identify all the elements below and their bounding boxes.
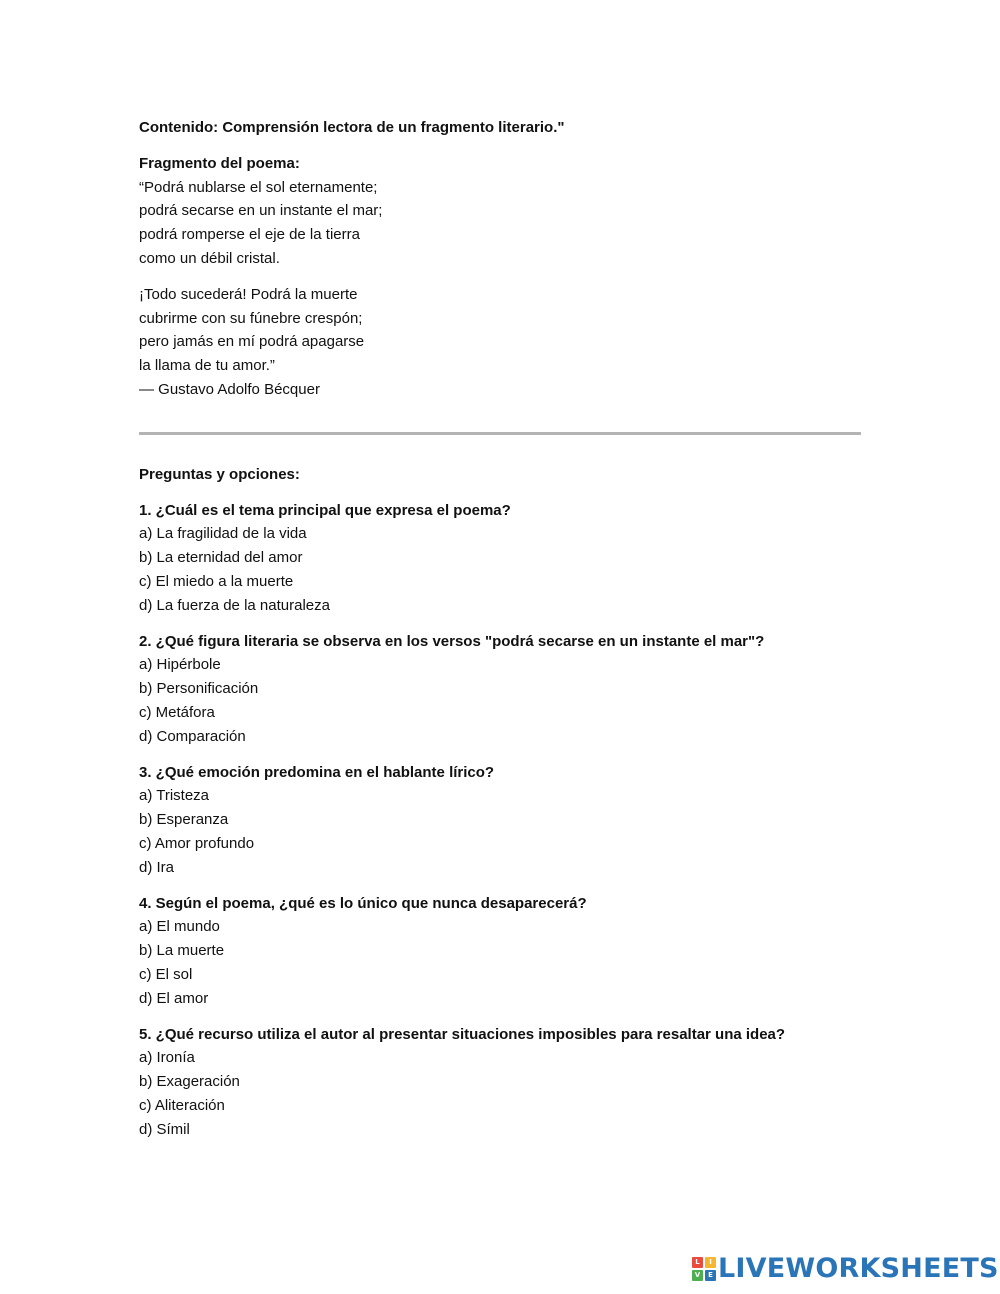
logo-tiles-icon: [692, 1257, 716, 1281]
question-3: [139, 761, 861, 880]
poem-stanza-1: [139, 176, 861, 271]
answer-option[interactable]: c) Amor profundo: [139, 834, 255, 852]
questions-list: [139, 499, 861, 1142]
answer-option[interactable]: b) La muerte: [139, 942, 225, 960]
question-text: 4. Según el poema, ¿qué es lo único que nunca desaparecerá?: [139, 894, 587, 912]
answer-option[interactable]: a) El mundo: [139, 918, 220, 936]
answer-option[interactable]: b) Esperanza: [139, 811, 229, 829]
logo-tile: V: [692, 1270, 703, 1281]
answer-option[interactable]: d) Ira: [139, 858, 175, 876]
questions-heading: Preguntas y opciones:: [139, 465, 300, 483]
question-text: 2. ¿Qué figura literaria se observa en los versos "podrá secarse en un instante el mar"?: [139, 632, 765, 650]
answer-option[interactable]: a) La fragilidad de la vida: [139, 525, 307, 543]
section-divider: [139, 432, 861, 435]
poem-verse: la llama de tu amor.”: [139, 357, 275, 375]
logo-tile: L: [692, 1257, 703, 1268]
answer-option[interactable]: b) Exageración: [139, 1073, 240, 1091]
question-text: 3. ¿Qué emoción predomina en el hablante lírico?: [139, 763, 495, 781]
answer-option[interactable]: d) Comparación: [139, 727, 246, 745]
content-line: Contenido: Comprensión lectora de un fragmento literario.": [139, 119, 565, 136]
poem-heading: Fragmento del poema:: [139, 154, 300, 172]
answer-option[interactable]: c) El sol: [139, 965, 193, 983]
question-4: [139, 892, 861, 1011]
answer-option[interactable]: d) El amor: [139, 989, 209, 1007]
poem-verse: cubrirme con su fúnebre crespón;: [139, 309, 363, 327]
answer-option[interactable]: d) La fuerza de la naturaleza: [139, 596, 330, 614]
logo-wordmark: LIVEWORKSHEETS: [718, 1253, 999, 1284]
poem-attribution: — Gustavo Adolfo Bécquer: [139, 380, 320, 398]
poem-fragment: [139, 152, 861, 402]
worksheet-page: [139, 116, 861, 1141]
poem-verse: como un débil cristal.: [139, 249, 280, 267]
question-5: [139, 1023, 861, 1142]
question-2: [139, 630, 861, 749]
answer-option[interactable]: d) Símil: [139, 1120, 190, 1138]
poem-verse: podrá romperse el eje de la tierra: [139, 226, 360, 244]
answer-option[interactable]: a) Ironía: [139, 1049, 195, 1067]
poem-verse: “Podrá nublarse el sol eternamente;: [139, 178, 378, 196]
poem-stanza-2: [139, 283, 861, 402]
poem-verse: podrá secarse en un instante el mar;: [139, 202, 383, 220]
liveworksheets-logo: [692, 1254, 999, 1284]
answer-option[interactable]: b) Personificación: [139, 680, 259, 698]
answer-option[interactable]: c) Aliteración: [139, 1096, 225, 1114]
question-text: 1. ¿Cuál es el tema principal que expresa el poema?: [139, 501, 511, 519]
poem-verse: ¡Todo sucederá! Podrá la muerte: [139, 285, 358, 303]
logo-tile: E: [705, 1270, 716, 1281]
answer-option[interactable]: a) Hipérbole: [139, 656, 221, 674]
answer-option[interactable]: c) El miedo a la muerte: [139, 572, 294, 590]
answer-option[interactable]: c) Metáfora: [139, 703, 215, 721]
logo-tile: I: [705, 1257, 716, 1268]
answer-option[interactable]: b) La eternidad del amor: [139, 549, 303, 567]
question-text: 5. ¿Qué recurso utiliza el autor al presentar situaciones imposibles para resaltar una idea?: [139, 1025, 786, 1043]
question-1: [139, 499, 861, 618]
answer-option[interactable]: a) Tristeza: [139, 787, 210, 805]
poem-verse: pero jamás en mí podrá apagarse: [139, 333, 365, 351]
